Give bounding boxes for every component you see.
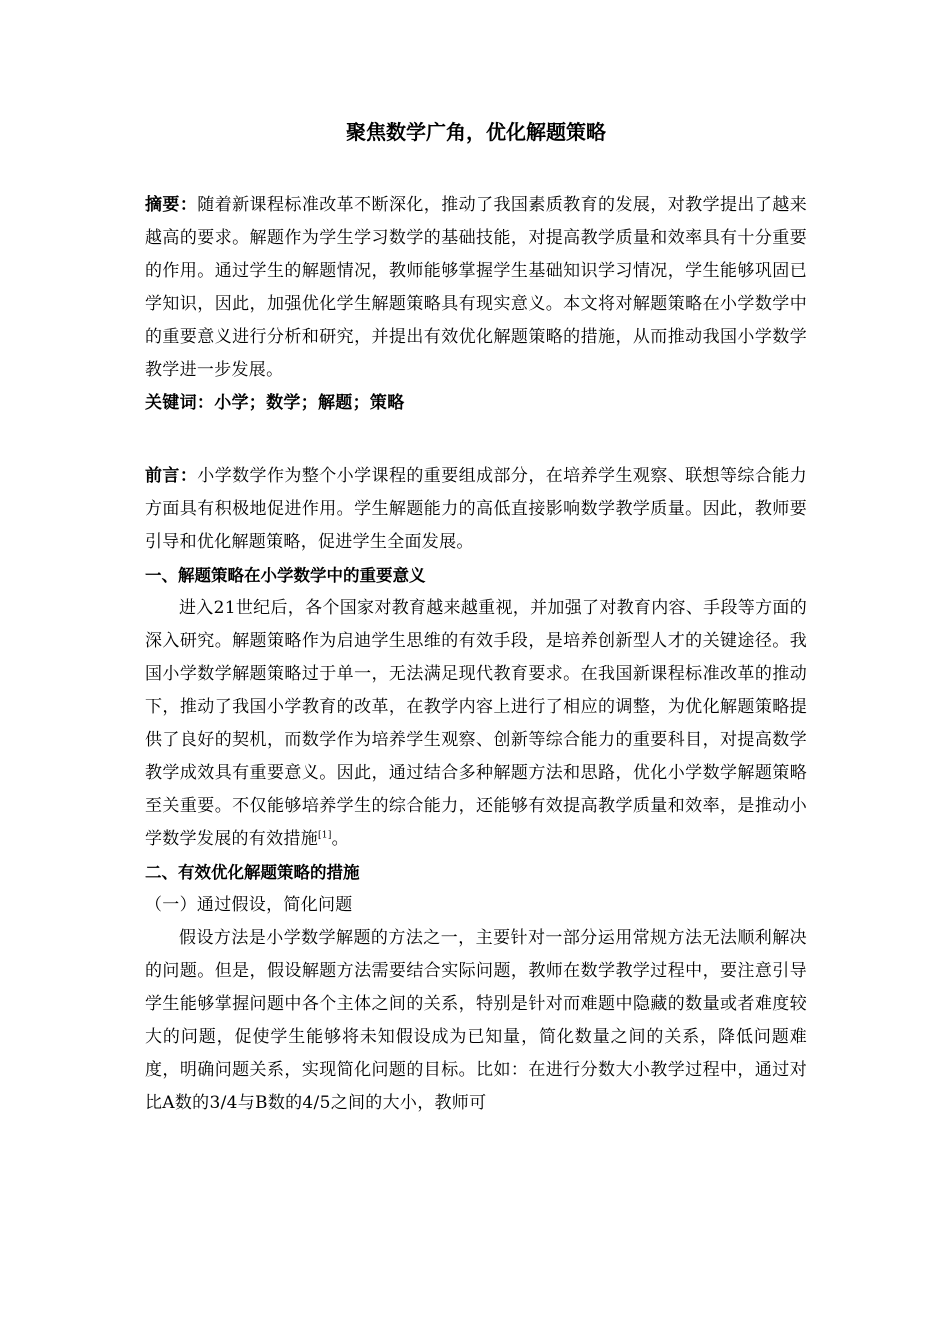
section-1-heading: 一、解题策略在小学数学中的重要意义: [145, 566, 426, 585]
abstract-paragraph: [145, 189, 807, 387]
section-1-paragraph: [145, 592, 807, 856]
preface-text: 小学数学作为整个小学课程的重要组成部分，在培养学生观察、联想等综合能力方面具有积极地促进作用。学生解题能力的高低直接影响数学教学质量。因此，教师要引导和优化解题策略，促进学生全面发展。: [145, 466, 808, 552]
section-2-subheading: （一）通过假设，简化问题: [145, 895, 353, 915]
section-1-text: 进入21世纪后，各个国家对教育越来越重视，并加强了对教育内容、手段等方面的深入研究。解题策略作为启迪学生思维的有效手段，是培养创新型人才的关键途径。我国小学数学解题策略过于单一，无法满足现代教育要求。在我国新课程标准改革的推动下，推动了我国小学教育的改革，在教学内容上进行了相应的调整，为优化解题策略提供了良好的契机，而数学作为培养学生观察、创新等综合能力的重要科目，对提高数学教学成效具有重要意义。因此，通过结合多种解题方法和思路，优化小学数学解题策略至关重要。不仅能够培养学生的综合能力，还能够有效提高教学质量和效率，是推动小学数学发展的有效措施: [145, 598, 807, 849]
section-1-end: 。: [331, 829, 349, 849]
section-2-heading: 二、有效优化解题策略的措施: [145, 863, 360, 882]
document-title: 聚焦数学广角，优化解题策略: [346, 120, 606, 144]
section-gap: [145, 420, 807, 460]
preface-label: 前言：: [145, 466, 198, 486]
abstract-label: 摘要：: [145, 195, 198, 215]
section-2-paragraph: 假设方法是小学数学解题的方法之一，主要针对一部分运用常规方法无法顺利解决的问题。但是，假设解题方法需要结合实际问题，教师在数学教学过程中，要注意引导学生能够掌握问题中各个主体之间的关系，特别是针对而难题中隐藏的数量或者难度较大的问题，促使学生能够将未知假设成为已知量，简化数量之间的关系，降低问题难度，明确问题关系，实现简化问题的目标。比如：在进行分数大小教学过程中，通过对比A数的3/4与B数的4/5之间的大小，教师可: [145, 928, 807, 1113]
abstract-text: 随着新课程标准改革不断深化，推动了我国素质教育的发展，对教学提出了越来越高的要求。解题作为学生学习数学的基础技能，对提高教学质量和效率具有十分重要的作用。通过学生的解题情况，教师能够掌握学生基础知识学习情况，学生能够巩固已学知识，因此，加强优化学生解题策略具有现实意义。本文将对解题策略在小学数学中的重要意义进行分析和研究，并提出有效优化解题策略的措施，从而推动我国小学数学教学进一步发展。: [145, 195, 808, 380]
preface-paragraph: [145, 460, 807, 559]
keywords-line: 关键词：小学；数学；解题；策略: [145, 393, 405, 413]
citation-marker: [1]: [318, 830, 332, 841]
